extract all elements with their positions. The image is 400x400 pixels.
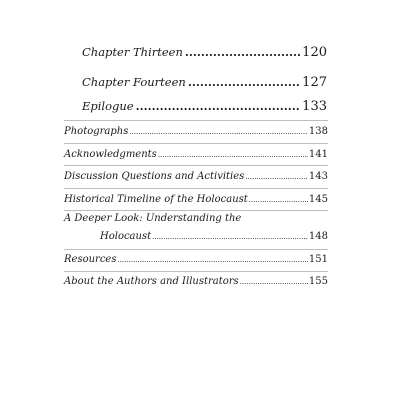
dot-leader (240, 278, 308, 286)
toc-entry-title: Epilogue (82, 99, 134, 113)
dot-leader (185, 45, 300, 59)
toc-entry-chapter-fourteen[interactable] (82, 75, 327, 90)
toc-entry-page: 133 (302, 99, 327, 114)
toc-entry-title: About the Authors and Illustrators (64, 276, 239, 287)
dot-leader (152, 233, 308, 241)
toc-entry-epilogue[interactable] (82, 99, 327, 114)
divider (64, 249, 328, 250)
toc-entry-page: 145 (308, 194, 328, 205)
dot-leader (188, 75, 300, 89)
dot-leader (117, 256, 307, 264)
toc-entry-about-authors[interactable] (64, 276, 328, 287)
toc-entry-title-line1: A Deeper Look: Understanding the (64, 213, 242, 224)
toc-entry-page: 120 (302, 45, 327, 60)
toc-entry-page: 127 (302, 75, 327, 90)
toc-entry-page: 143 (308, 171, 328, 182)
divider (64, 271, 328, 272)
toc-entry-title: Photographs (64, 126, 129, 137)
toc-entry-chapter-thirteen[interactable] (82, 45, 327, 60)
divider (64, 210, 328, 211)
divider (64, 165, 328, 166)
toc-entry-page: 148 (308, 231, 328, 242)
toc-entry-title: Discussion Questions and Activities (64, 171, 245, 182)
toc-entry-page: 141 (308, 149, 328, 160)
toc-entry-page: 151 (308, 254, 328, 265)
divider (64, 143, 328, 144)
dot-leader (136, 99, 301, 113)
toc-entry-discussion-questions[interactable] (64, 171, 328, 182)
toc-entry-page: 138 (308, 126, 328, 137)
toc-entry-photographs[interactable] (64, 126, 328, 137)
toc-entry-title: Chapter Thirteen (82, 45, 183, 59)
dot-leader (129, 128, 308, 136)
toc-entry-title: Historical Timeline of the Holocaust (64, 194, 248, 205)
dot-leader (158, 151, 308, 159)
toc-entry-page: 155 (308, 276, 328, 287)
toc-entry-acknowledgments[interactable] (64, 149, 328, 160)
dot-leader (245, 173, 308, 181)
toc-entry-resources[interactable] (64, 254, 328, 265)
toc-entry-title: Chapter Fourteen (82, 75, 186, 89)
toc-entry-title: Resources (64, 254, 117, 265)
toc-entry-historical-timeline[interactable] (64, 194, 328, 205)
toc-entry-title-line2: Holocaust (100, 231, 152, 242)
toc-entry-title: Acknowledgments (64, 149, 157, 160)
toc-entry-deeper-look[interactable] (100, 231, 328, 242)
divider (64, 120, 328, 121)
dot-leader (249, 196, 308, 204)
divider (64, 188, 328, 189)
